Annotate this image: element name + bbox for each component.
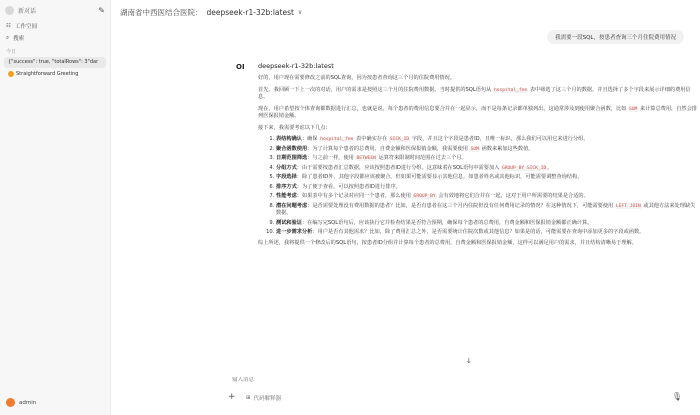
list-item: 8. 潜在问题考虑：是否需要处理没有费用数据的患者？比如，是否有患者在这三个月内住院但没有任何费用记录的情况？在这种情况下，可能需要使用 LEFT JOIN 或其他方法来处理缺失数据。	[276, 203, 698, 218]
sidebar-header	[0, 0, 110, 20]
page-title: 湖南省中西医结合医院：	[120, 7, 203, 17]
list-item: 7. 性能考虑：如果表中有多个记录对应同一个患者，那么使用 GROUP BY 会有效地将它们合并在一起，这对于用户所需要的结果是合适的。	[276, 193, 698, 201]
assistant-name: deepseek-r1-32b:latest	[258, 62, 334, 70]
list-item: 5. 字段选择：除了患者ID外，其他字段都应该被聚合。但如果可能需要显示其他信息，如患者姓名或其他标识，可能需要调整查询结构。	[276, 174, 698, 182]
chat-history-item[interactable]: {"success": true, "totalRows": 3"dar	[4, 57, 106, 68]
message-input[interactable]	[232, 377, 532, 383]
list-item: 2. 聚合函数使用：为了计算每个患者的总费用，自费金额和医保报销金额，我需要使用 SUM 函数来累加这些数值。	[276, 146, 698, 154]
inline-code: SUM	[470, 146, 479, 152]
inline-code: BETWEEN	[356, 156, 376, 161]
workspace-label: 工作空间	[14, 24, 37, 30]
response-paragraph: 接下来，我需要考虑以下几点：	[258, 124, 331, 131]
chat-emoji-icon	[8, 71, 14, 77]
sidebar-item-search[interactable]	[0, 32, 110, 44]
username: admin	[19, 399, 37, 406]
code-interpreter-label: 代码解释器	[253, 396, 282, 402]
plus-icon[interactable]: +	[228, 392, 236, 402]
microphone-icon[interactable]: 🎙	[671, 392, 682, 401]
inline-code: LEFT JOIN	[615, 203, 641, 209]
list-item: 6. 排序方式：为了便于查看，可以按照患者ID进行排序。	[276, 184, 698, 192]
assistant-message	[236, 62, 698, 251]
model-selector[interactable]: deepseek-r1-32b:latest	[206, 7, 294, 17]
code-interpreter-button[interactable]	[246, 394, 281, 402]
user-menu[interactable]	[6, 398, 36, 407]
search-icon: ⌕	[6, 34, 10, 41]
inline-code: GROUP BY SICK_ID	[501, 165, 547, 171]
sidebar	[0, 0, 111, 415]
app-logo	[5, 6, 14, 15]
response-conclusion: 综上所述，我将提供一个修改后的SQL语句，按患者ID分组并计算每个患者的总费用，自费金额和医保报销金额，这样可以满足用户的需求，并且结构清晰易于理解。	[258, 239, 637, 246]
user-message: 我需要一段SQL，按患者查询三个月住院费用情况	[547, 30, 684, 44]
topbar	[110, 0, 700, 24]
considerations-list	[258, 136, 698, 237]
list-item: 1. 表结构确认：确保 hospital_fee 表中确实存在 SICK_ID 字段，并且这个字段是患者ID，且唯一标识，那么我们可以用它来进行分组。	[276, 136, 698, 144]
new-chat-label[interactable]: 新对话	[18, 7, 37, 15]
inline-code: GROUP BY	[413, 194, 436, 199]
response-paragraph: 现在，用户希望按个体查询都数据进行汇总，也就是说，每个患者的费用信息要合并在一起显示，而不是每条记录都单独列出。这通常涉及到使用聚合函数，比如 SUM 来计算总费用，自然会排列医保报销金额。	[258, 105, 697, 119]
list-item: 10. 进一步需求分析：用户是否有其他需求？比如，除了费用汇总之外，是否需要统计住院次数或其他信息？如果是的话，可能需要在查询中添加更多的字段或函数。	[276, 229, 698, 237]
inline-code: hospital_fee	[493, 87, 528, 93]
chat-area	[110, 24, 700, 375]
message-composer	[226, 375, 686, 409]
search-label: 搜索	[13, 36, 25, 42]
inline-code: SICK_ID	[389, 137, 410, 142]
avatar	[6, 398, 15, 407]
chat-history-item[interactable]	[4, 69, 106, 80]
inline-code: SUM	[628, 106, 638, 112]
workspace-icon: ☷	[6, 23, 11, 29]
sidebar-item-workspace[interactable]	[0, 20, 110, 32]
list-item: 9. 测试和验证：在编写完SQL语句后，应该执行它并检查结果是否符合预期，确保每个患者的总费用，自费金额和医保报销金额都正确计算。	[276, 220, 698, 228]
inline-code: hospital_fee	[320, 137, 354, 142]
list-item: 3. 日期范围筛选：与之前一样，使用 BETWEEN 运算符来限制时间范围在过去三个月。	[276, 155, 698, 163]
response-paragraph: 好的，用户现在需要修改之前的SQL查询，因为按患者查询这三个月的住院费用情况。	[258, 75, 456, 81]
chat-history-label: Straightforward Greeting	[16, 71, 79, 77]
scroll-down-icon[interactable]: ↓	[466, 357, 472, 365]
sidebar-section-today: 今日	[6, 49, 17, 55]
assistant-avatar: OI	[236, 63, 245, 71]
chevron-down-icon[interactable]: ∨	[297, 8, 303, 16]
new-chat-icon[interactable]: ✎	[98, 5, 105, 15]
code-icon: ⊞	[246, 395, 251, 401]
list-item: 4. 分组方式：由于需要按患者汇总数据，应该按照患者ID进行分组。这意味着在SQL语句中需要加入 GROUP BY SICK_ID。	[276, 165, 698, 173]
response-paragraph: 首先，我回顾一下上一次的对话，用户的需求是按照这三个月的住院费用数据。当时提供的SQL语句从 hospital_fee 表中筛选了这三个月的数据，并且选择了多个字段来展示详细的费用信息。	[258, 86, 691, 100]
